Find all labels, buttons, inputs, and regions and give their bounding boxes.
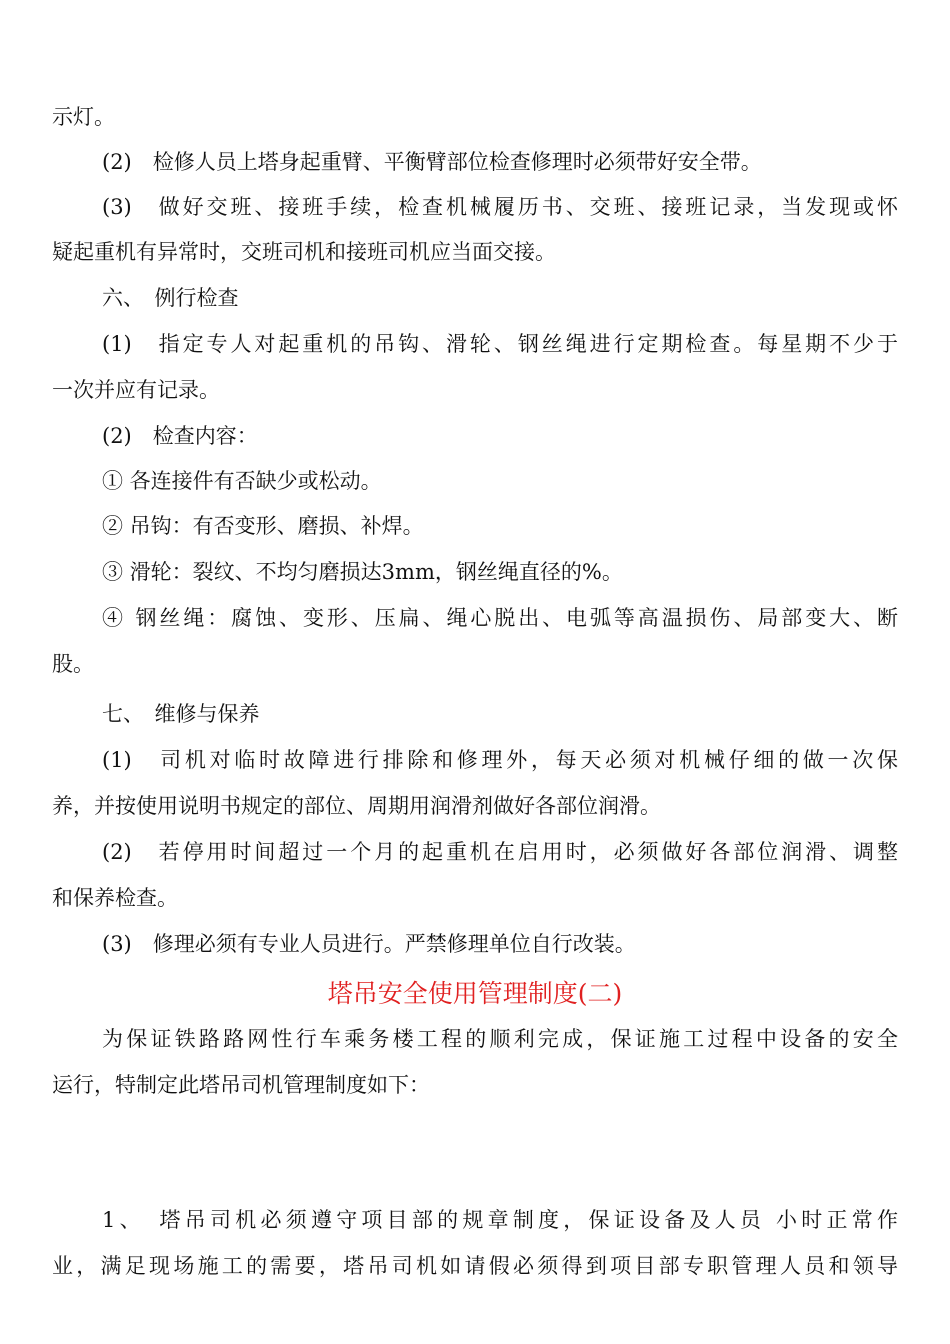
section-title: 塔吊安全使用管理制度(二) xyxy=(327,979,623,1008)
list-item: ③ 滑轮：裂纹、不均匀磨损达3mm，钢丝绳直径的%。 xyxy=(102,560,623,584)
paragraph-line: (2) 检修人员上塔身起重臂、平衡臂部位检查修理时必须带好安全带。 xyxy=(102,150,762,174)
paragraph-line: 为保证铁路路网性行车乘务楼工程的顺利完成，保证施工过程中设备的安全 xyxy=(102,1027,898,1051)
paragraph-line: (3) 修理必须有专业人员进行。严禁修理单位自行改装。 xyxy=(102,932,636,956)
paragraph-line: 示灯。 xyxy=(52,105,115,129)
paragraph-line: 股。 xyxy=(52,652,94,676)
paragraph-line: (2) 检查内容： xyxy=(102,424,258,448)
section-heading: 六、 例行检查 xyxy=(102,286,239,310)
paragraph-line: (3) 做好交班、接班手续，检查机械履历书、交班、接班记录，当发现或怀 xyxy=(102,195,898,219)
paragraph-line: (1) 司机对临时故障进行排除和修理外，每天必须对机械仔细的做一次保 xyxy=(102,748,898,772)
paragraph-line: 养，并按使用说明书规定的部位、周期用润滑剂做好各部位润滑。 xyxy=(52,794,661,818)
section-heading: 七、 维修与保养 xyxy=(102,702,260,726)
list-item: ② 吊钩：有否变形、磨损、补焊。 xyxy=(102,514,424,538)
paragraph-line: (1) 指定专人对起重机的吊钩、滑轮、钢丝绳进行定期检查。每星期不少于 xyxy=(102,332,898,356)
paragraph-line: 疑起重机有异常时，交班司机和接班司机应当面交接。 xyxy=(52,240,556,264)
paragraph-line: 运行，特制定此塔吊司机管理制度如下： xyxy=(52,1073,430,1097)
paragraph-line: 一次并应有记录。 xyxy=(52,378,220,402)
paragraph-line: 和保养检查。 xyxy=(52,886,178,910)
paragraph-line: (2) 若停用时间超过一个月的起重机在启用时，必须做好各部位润滑、调整 xyxy=(102,840,898,864)
list-item: ① 各连接件有否缺少或松动。 xyxy=(102,469,382,493)
list-item: ④ 钢丝绳：腐蚀、变形、压扁、绳心脱出、电弧等高温损伤、局部变大、断 xyxy=(102,606,898,630)
paragraph-line: 1、 塔吊司机必须遵守项目部的规章制度，保证设备及人员 小时正常作 xyxy=(102,1208,898,1232)
paragraph-line: 业，满足现场施工的需要，塔吊司机如请假必须得到项目部专职管理人员和领导 xyxy=(52,1254,898,1278)
